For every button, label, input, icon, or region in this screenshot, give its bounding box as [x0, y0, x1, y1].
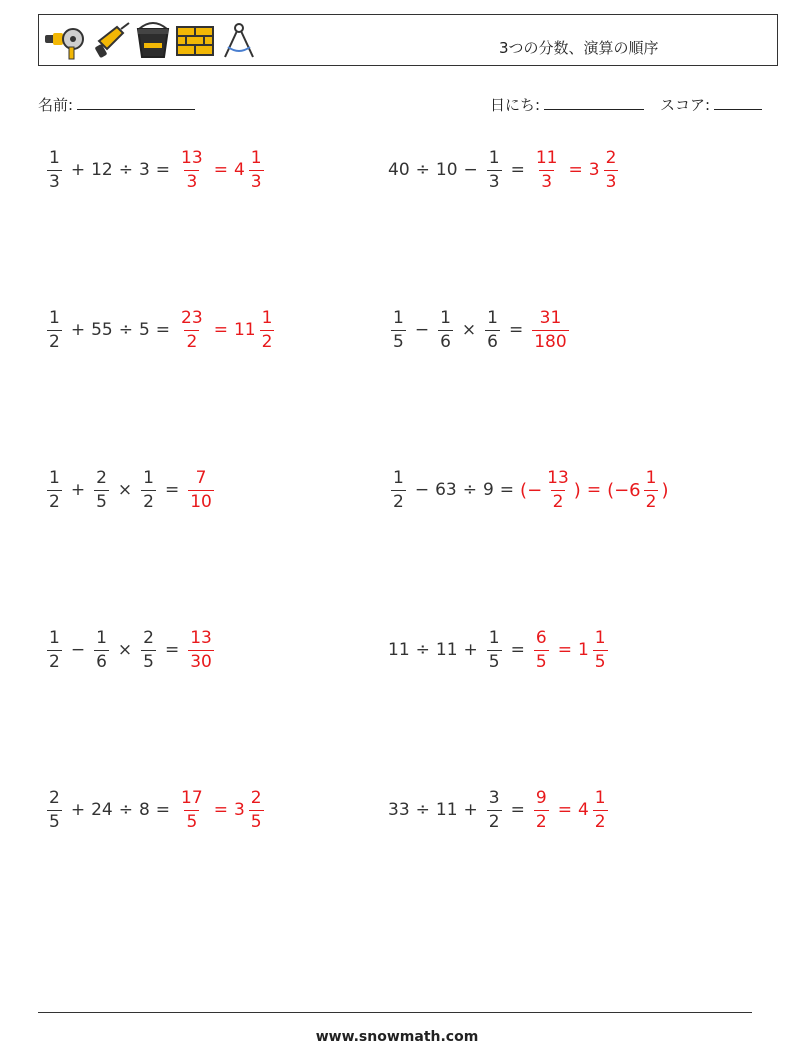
- problem-5: $\frac{1}{2}$ + $\frac{2}{5}$ × $\frac{1}{2}$ = $\frac{7}{10}$: [44, 460, 217, 520]
- problem-1: $\frac{1}{3}$ + 12 ÷ 3 = $\frac{13}{3}$ = 4 $\frac{1}{3}$: [44, 140, 267, 200]
- fraction: $\frac{2}{5}$: [143, 627, 154, 672]
- fraction: $\frac{1}{6}$: [96, 627, 107, 672]
- fraction: $\frac{1}{5}$: [488, 627, 500, 672]
- problem-9: $\frac{2}{5}$ + 24 ÷ 8 = $\frac{17}{5}$ = 3 $\frac{2}{5}$: [44, 780, 267, 840]
- answer: $\frac{11}{3}$ = 3 $\frac{2}{3}$: [535, 147, 617, 192]
- date-label: 日にち:: [490, 96, 541, 114]
- fraction: $\frac{1}{2}$: [393, 467, 404, 512]
- problem-8: 11 ÷ 11 + $\frac{1}{5}$ = $\frac{6}{5}$ = 1 $\frac{1}{5}$: [388, 620, 611, 680]
- answer: $\frac{13}{30}$: [190, 627, 212, 672]
- header-icons: [43, 21, 259, 61]
- problem-3: $\frac{1}{2}$ + 55 ÷ 5 = $\frac{23}{2}$ = 11 $\frac{1}{2}$: [44, 300, 277, 360]
- answer: (− $\frac{13}{2}$ ) = (−6 $\frac{1}{2}$ ): [520, 467, 669, 512]
- fraction: $\frac{1}{3}$: [488, 147, 500, 192]
- answer: $\frac{17}{5}$ = 3 $\frac{2}{5}$: [181, 787, 262, 832]
- header-box: [38, 14, 778, 66]
- fraction: $\frac{1}{6}$: [487, 307, 498, 352]
- answer: $\frac{7}{10}$: [190, 467, 212, 512]
- fraction: $\frac{1}{2}$: [49, 307, 60, 352]
- fraction: $\frac{1}{2}$: [143, 467, 154, 512]
- answer: $\frac{13}{3}$ = 4 $\frac{1}{3}$: [181, 147, 262, 192]
- score-blank[interactable]: [714, 95, 762, 110]
- footer-divider: [38, 1012, 752, 1013]
- problem-7: $\frac{1}{2}$ − $\frac{1}{6}$ × $\frac{2}{5}$ = $\frac{13}{30}$: [44, 620, 217, 680]
- drill-icon: [91, 21, 131, 61]
- footer-url[interactable]: www.snowmath.com: [315, 1029, 479, 1045]
- bricks-icon: [175, 21, 215, 61]
- problem-10: 33 ÷ 11 + $\frac{3}{2}$ = $\frac{9}{2}$ = 4 $\frac{1}{2}$: [388, 780, 611, 840]
- answer: $\frac{6}{5}$ = 1 $\frac{1}{5}$: [535, 627, 606, 672]
- problem-6: $\frac{1}{2}$ − 63 ÷ 9 = (− $\frac{13}{2}$ ) = (−6 $\frac{1}{2}$ ): [393, 467, 669, 512]
- score-field: [660, 94, 762, 115]
- name-label: 名前:: [38, 96, 74, 114]
- answer: $\frac{31}{180}$: [534, 307, 567, 352]
- date-blank[interactable]: [544, 95, 644, 110]
- date-field: [490, 94, 644, 115]
- problem-4: $\frac{1}{5}$ − $\frac{1}{6}$ × $\frac{1}{6}$ = $\frac{31}{180}$: [388, 300, 572, 360]
- angle-grinder-icon: [43, 21, 87, 61]
- fraction: $\frac{2}{5}$: [96, 467, 107, 512]
- name-blank[interactable]: [77, 95, 195, 110]
- worksheet-title: 3つの分数、演算の順序: [499, 39, 659, 57]
- compass-icon: [219, 21, 259, 61]
- answer: $\frac{23}{2}$ = 11 $\frac{1}{2}$: [181, 307, 273, 352]
- fraction: $\frac{1}{3}$: [49, 147, 60, 192]
- problem-2: 40 ÷ 10 − $\frac{1}{3}$ = $\frac{11}{3}$ = 3 $\frac{2}{3}$: [388, 140, 621, 200]
- fraction: $\frac{1}{2}$: [49, 467, 60, 512]
- score-label: スコア:: [660, 96, 711, 114]
- fraction: $\frac{1}{5}$: [393, 307, 404, 352]
- bucket-icon: [135, 21, 171, 61]
- fraction: $\frac{1}{6}$: [440, 307, 451, 352]
- fraction: $\frac{3}{2}$: [488, 787, 500, 832]
- name-field: [38, 94, 195, 115]
- answer: $\frac{9}{2}$ = 4 $\frac{1}{2}$: [535, 787, 606, 832]
- fraction: $\frac{2}{5}$: [49, 787, 60, 832]
- fraction: $\frac{1}{2}$: [49, 627, 60, 672]
